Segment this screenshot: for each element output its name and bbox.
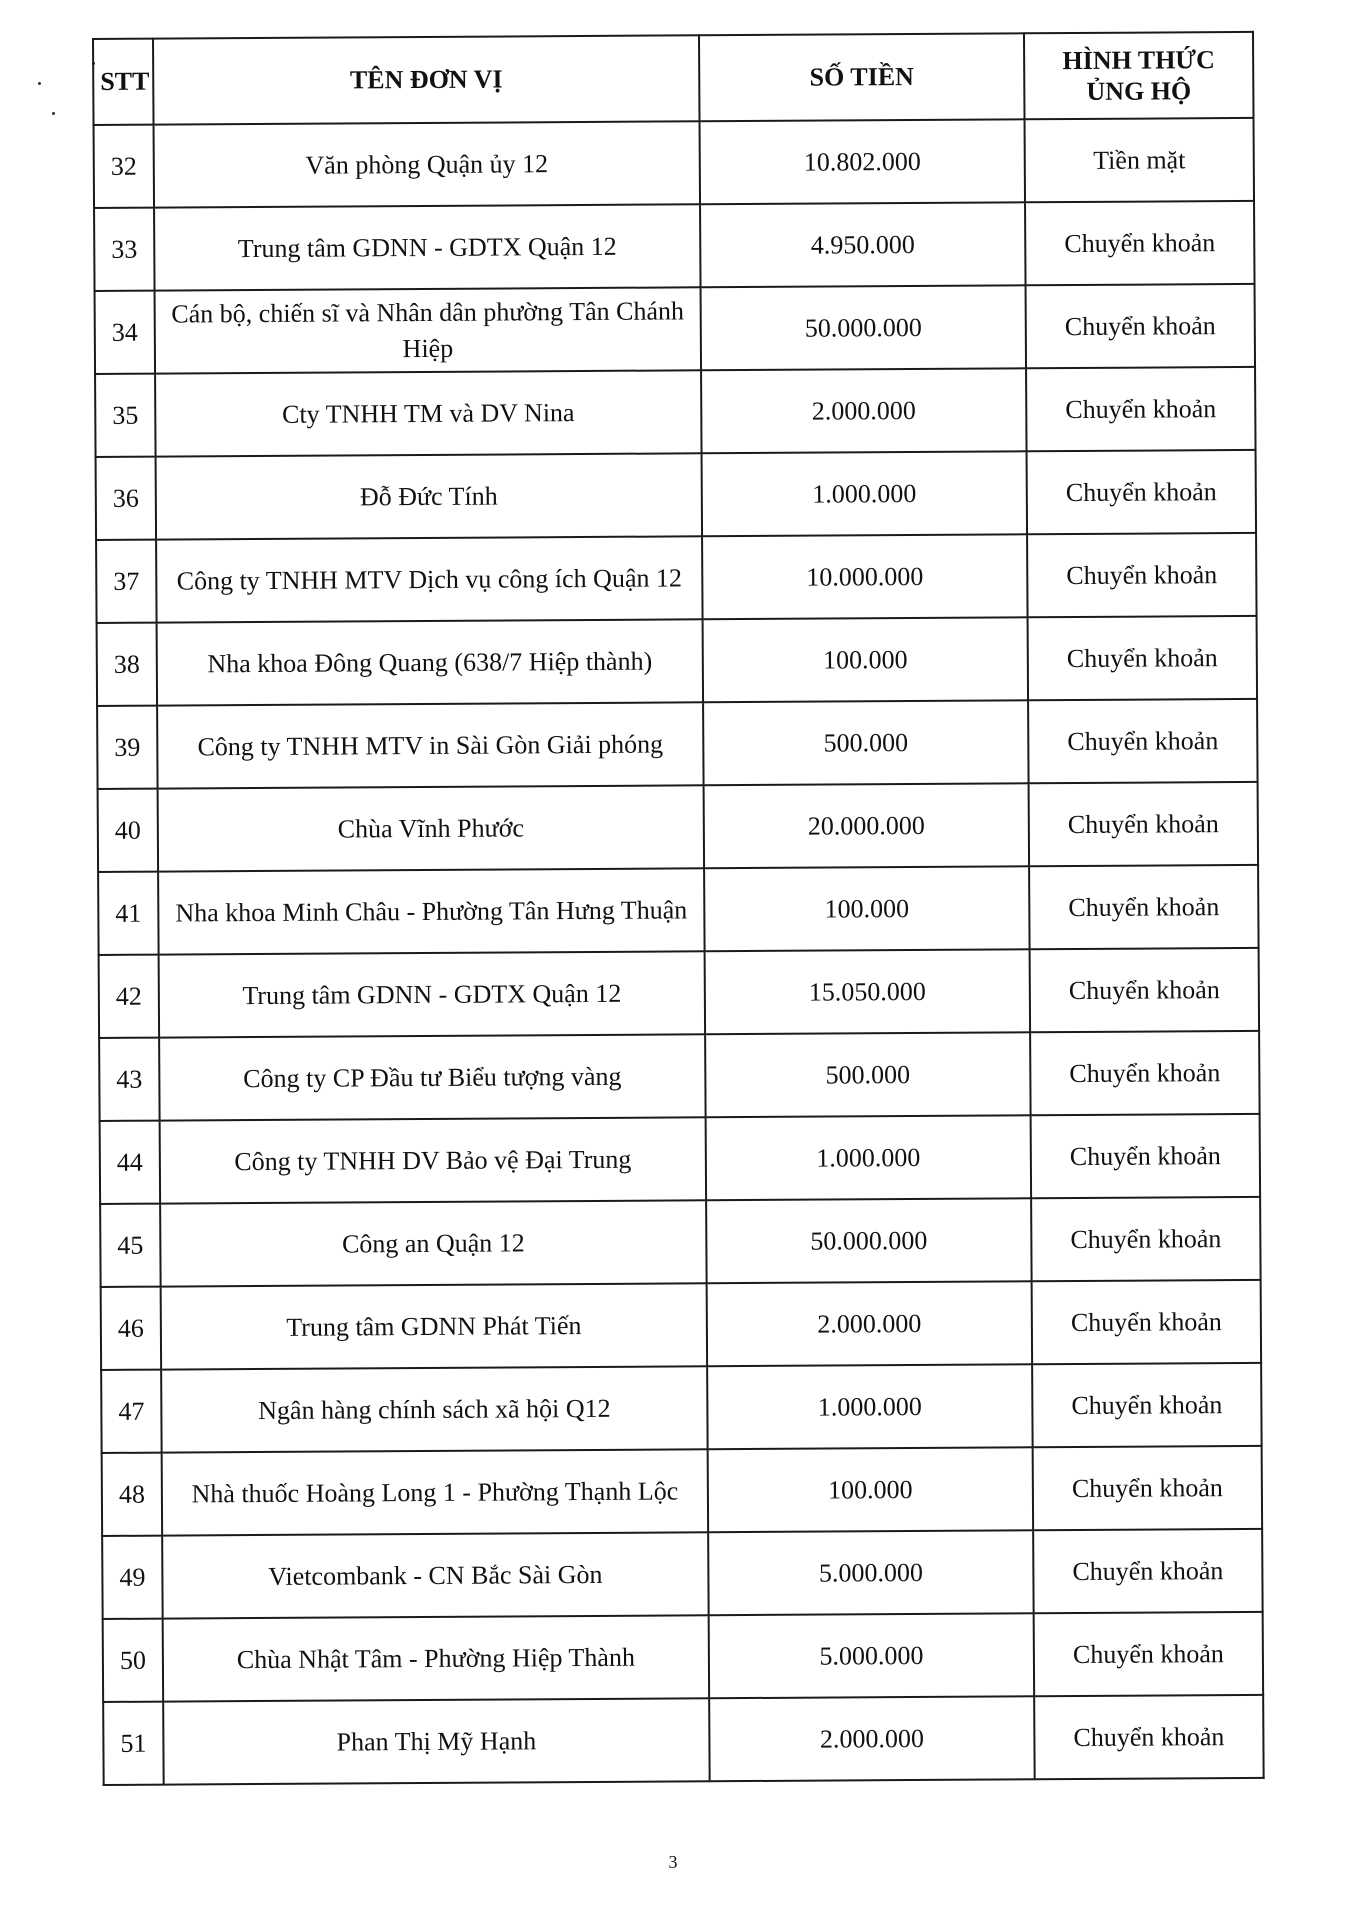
row-amount: 1.000.000 (707, 1364, 1033, 1449)
page-number: 3 (668, 1852, 678, 1872)
row-amount: 2.000.000 (707, 1281, 1033, 1366)
row-unit-name: Chùa Vĩnh Phước (158, 785, 704, 871)
row-stt: 45 (100, 1204, 161, 1287)
row-unit-name: Công an Quận 12 (160, 1200, 706, 1286)
row-amount: 100.000 (704, 866, 1030, 951)
row-support-form: Chuyển khoản (1034, 1612, 1264, 1696)
row-support-form: Chuyển khoản (1031, 1114, 1261, 1198)
row-unit-name: Công ty TNHH DV Bảo vệ Đại Trung (160, 1117, 706, 1203)
row-amount: 5.000.000 (708, 1530, 1034, 1615)
row-support-form: Chuyển khoản (1033, 1446, 1263, 1530)
row-amount: 100.000 (708, 1447, 1034, 1532)
table-row (97, 699, 1257, 789)
row-amount: 1.000.000 (706, 1115, 1032, 1200)
row-stt: 35 (95, 374, 156, 457)
row-unit-name: Công ty TNHH MTV in Sài Gòn Giải phóng (157, 702, 703, 788)
table-row (98, 865, 1258, 955)
row-unit-name: Nha khoa Minh Châu - Phường Tân Hưng Thuận (158, 868, 704, 954)
row-stt: 43 (99, 1038, 160, 1121)
row-support-form: Chuyển khoản (1031, 1197, 1261, 1281)
header-support-form: HÌNH THỨC ỦNG HỘ (1024, 32, 1254, 119)
row-stt: 39 (97, 706, 158, 789)
row-support-form: Chuyển khoản (1030, 948, 1260, 1032)
row-amount: 20.000.000 (704, 783, 1030, 868)
row-amount: 500.000 (705, 1032, 1031, 1117)
row-stt: 46 (101, 1287, 162, 1370)
table-row (100, 1197, 1260, 1287)
table-row (103, 1612, 1263, 1702)
row-support-form: Chuyển khoản (1027, 533, 1257, 617)
row-unit-name: Cán bộ, chiến sĩ và Nhân dân phường Tân Chánh Hiệp (155, 287, 701, 373)
row-unit-name: Trung tâm GDNN - GDTX Quận 12 (154, 204, 700, 290)
row-stt: 32 (94, 125, 155, 208)
row-unit-name: Phan Thị Mỹ Hạnh (163, 1698, 709, 1784)
donation-table (92, 31, 1265, 1786)
table-body (94, 118, 1264, 1785)
table-row (101, 1280, 1261, 1370)
row-stt: 41 (98, 872, 159, 955)
row-support-form: Chuyển khoản (1032, 1363, 1262, 1447)
row-stt: 48 (102, 1453, 163, 1536)
scan-speck (52, 112, 55, 115)
table-row (102, 1529, 1262, 1619)
table-row (94, 118, 1254, 208)
row-support-form: Chuyển khoản (1027, 450, 1257, 534)
row-stt: 51 (103, 1702, 164, 1785)
row-amount: 50.000.000 (701, 285, 1027, 370)
row-amount: 5.000.000 (709, 1613, 1035, 1698)
row-unit-name: Đỗ Đức Tính (156, 453, 702, 539)
header-stt: STT (93, 39, 154, 125)
row-stt: 38 (97, 623, 158, 706)
row-stt: 33 (94, 208, 155, 291)
row-amount: 10.000.000 (702, 534, 1028, 619)
row-unit-name: Trung tâm GDNN - GDTX Quận 12 (159, 951, 705, 1037)
row-unit-name: Nhà thuốc Hoàng Long 1 - Phường Thạnh Lộc (162, 1449, 708, 1535)
row-stt: 49 (102, 1536, 163, 1619)
row-unit-name: Nha khoa Đông Quang (638/7 Hiệp thành) (157, 619, 703, 705)
row-support-form: Chuyển khoản (1032, 1280, 1262, 1364)
row-support-form: Chuyển khoản (1033, 1529, 1263, 1613)
row-amount: 1.000.000 (702, 451, 1028, 536)
table-header-row (93, 32, 1254, 125)
table-row (94, 201, 1254, 291)
row-stt: 40 (98, 789, 159, 872)
row-unit-name: Vietcombank - CN Bắc Sài Gòn (162, 1532, 708, 1618)
row-stt: 34 (95, 291, 156, 374)
row-support-form: Chuyển khoản (1029, 865, 1259, 949)
row-support-form: Chuyển khoản (1029, 782, 1259, 866)
row-unit-name: Công ty CP Đầu tư Biểu tượng vàng (159, 1034, 705, 1120)
header-unit-name: TÊN ĐƠN VỊ (153, 35, 700, 124)
row-unit-name: Cty TNHH TM và DV Nina (155, 370, 701, 456)
row-support-form: Chuyển khoản (1026, 367, 1256, 451)
table-row (96, 450, 1256, 540)
row-amount: 500.000 (703, 700, 1029, 785)
table-row (100, 1114, 1260, 1204)
row-stt: 50 (103, 1619, 164, 1702)
row-support-form: Chuyển khoản (1034, 1695, 1264, 1779)
table-row (98, 782, 1258, 872)
row-amount: 2.000.000 (701, 368, 1027, 453)
table-row (101, 1363, 1261, 1453)
row-support-form: Chuyển khoản (1025, 201, 1255, 285)
row-unit-name: Chùa Nhật Tâm - Phường Hiệp Thành (163, 1615, 709, 1701)
row-amount: 50.000.000 (706, 1198, 1032, 1283)
row-support-form: Chuyển khoản (1026, 284, 1256, 368)
table-row (99, 948, 1259, 1038)
table-row (95, 367, 1255, 457)
table-row (102, 1446, 1262, 1536)
row-amount: 100.000 (703, 617, 1029, 702)
table-row (95, 284, 1255, 374)
row-unit-name: Công ty TNHH MTV Dịch vụ công ích Quận 12 (156, 536, 702, 622)
row-support-form: Chuyển khoản (1028, 699, 1258, 783)
row-stt: 36 (96, 457, 157, 540)
table-row (103, 1695, 1263, 1785)
row-stt: 47 (101, 1370, 162, 1453)
row-support-form: Chuyển khoản (1030, 1031, 1260, 1115)
table-row (99, 1031, 1259, 1121)
row-amount: 10.802.000 (700, 119, 1026, 204)
row-amount: 2.000.000 (709, 1696, 1035, 1781)
row-support-form: Chuyển khoản (1028, 616, 1258, 700)
table-row (96, 533, 1256, 623)
header-amount: SỐ TIỀN (699, 33, 1025, 121)
row-unit-name: Văn phòng Quận ủy 12 (154, 121, 700, 207)
row-stt: 37 (96, 540, 157, 623)
row-support-form: Tiền mặt (1025, 118, 1255, 202)
row-stt: 44 (100, 1121, 161, 1204)
row-stt: 42 (99, 955, 160, 1038)
row-amount: 15.050.000 (705, 949, 1031, 1034)
row-unit-name: Trung tâm GDNN Phát Tiến (161, 1283, 707, 1369)
row-amount: 4.950.000 (700, 202, 1026, 287)
table-row (97, 616, 1257, 706)
row-unit-name: Ngân hàng chính sách xã hội Q12 (161, 1366, 707, 1452)
scan-speck (38, 82, 41, 85)
donation-table-wrapper (92, 31, 1263, 1786)
